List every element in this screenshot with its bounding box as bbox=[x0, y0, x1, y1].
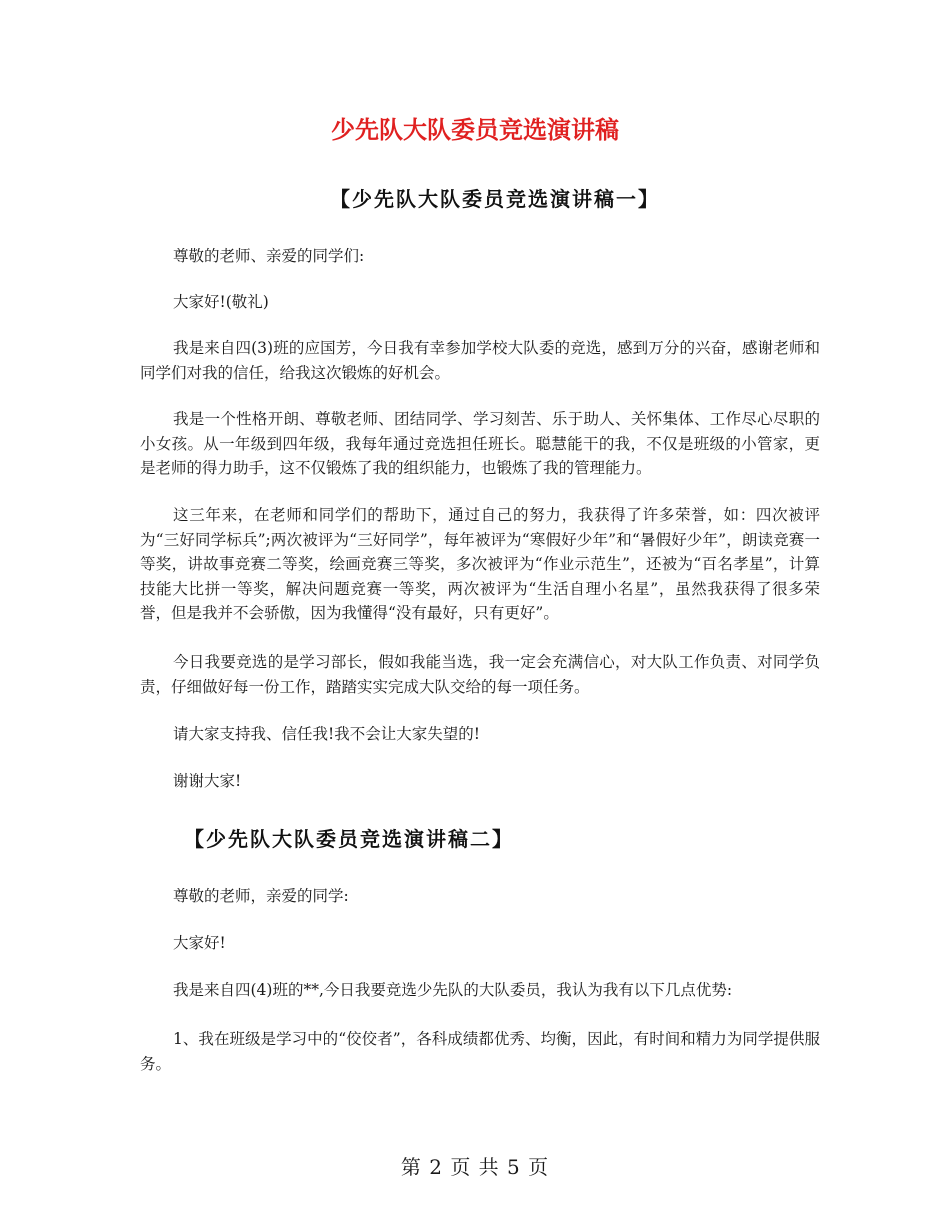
paragraph-honors: 这三年来，在老师和同学们的帮助下，通过自己的努力，我获得了许多荣誉，如：四次被评为“三好同学标兵”;两次被评为“三好同学”，每年被评为“寒假好少年”和“暑假好少年”，朗读竞赛一等奖，讲故事竞赛二等奖，绘画竞赛三等奖，多次被评为“作业示范生”，还被为“百名孝星”，计算技能大比拼一等奖，解决问题竞赛一等奖，两次被评为“生活自理小名星”，虽然我获得了很多荣誉，但是我并不会骄傲，因为我懂得“没有最好，只有更好”。 bbox=[140, 506, 820, 622]
paragraph-goal: 今日我要竞选的是学习部长，假如我能当选，我一定会充满信心，对大队工作负责、对同学负责，仔细做好每一份工作，踏踏实实完成大队交给的每一项任务。 bbox=[140, 653, 820, 696]
paragraph-greeting: 尊敬的老师、亲爱的同学们: bbox=[173, 247, 365, 265]
paragraph-character: 我是一个性格开朗、尊敬老师、团结同学、学习刻苦、乐于助人、关怀集体、工作尽心尽职的小女孩。从一年级到四年级，我每年通过竞选担任班长。聪慧能干的我，不仅是班级的小管家，更是老师的得力助手，这不仅锻炼了我的组织能力，也锻炼了我的管理能力。 bbox=[140, 410, 820, 477]
paragraph-hello-2: 大家好! bbox=[173, 934, 226, 952]
section-heading-1: 【少先队大队委员竞选演讲稿一】 bbox=[330, 187, 660, 211]
paragraph-hello: 大家好!(敬礼) bbox=[173, 293, 269, 311]
paragraph-point-1: 1、我在班级是学习中的“佼佼者”，各科成绩都优秀、均衡，因此，有时间和精力为同学提供服务。 bbox=[140, 1030, 820, 1073]
section-heading-2: 【少先队大队委员竞选演讲稿二】 bbox=[184, 827, 514, 851]
paragraph-support: 请大家支持我、信任我!我不会让大家失望的! bbox=[173, 725, 480, 743]
document-title: 少先队大队委员竞选演讲稿 bbox=[331, 116, 619, 144]
paragraph-greeting-2: 尊敬的老师，亲爱的同学: bbox=[173, 887, 349, 905]
paragraph-thanks: 谢谢大家! bbox=[173, 772, 242, 790]
page-footer: 第 2 页 共 5 页 bbox=[400, 1155, 550, 1179]
paragraph-intro-2: 我是来自四(4)班的**,今日我要竞选少先队的大队委员，我认为我有以下几点优势: bbox=[173, 981, 733, 999]
paragraph-intro: 我是来自四(3)班的应国芳，今日我有幸参加学校大队委的竞选，感到万分的兴奋，感谢老师和同学们对我的信任，给我这次锻炼的好机会。 bbox=[140, 339, 820, 382]
